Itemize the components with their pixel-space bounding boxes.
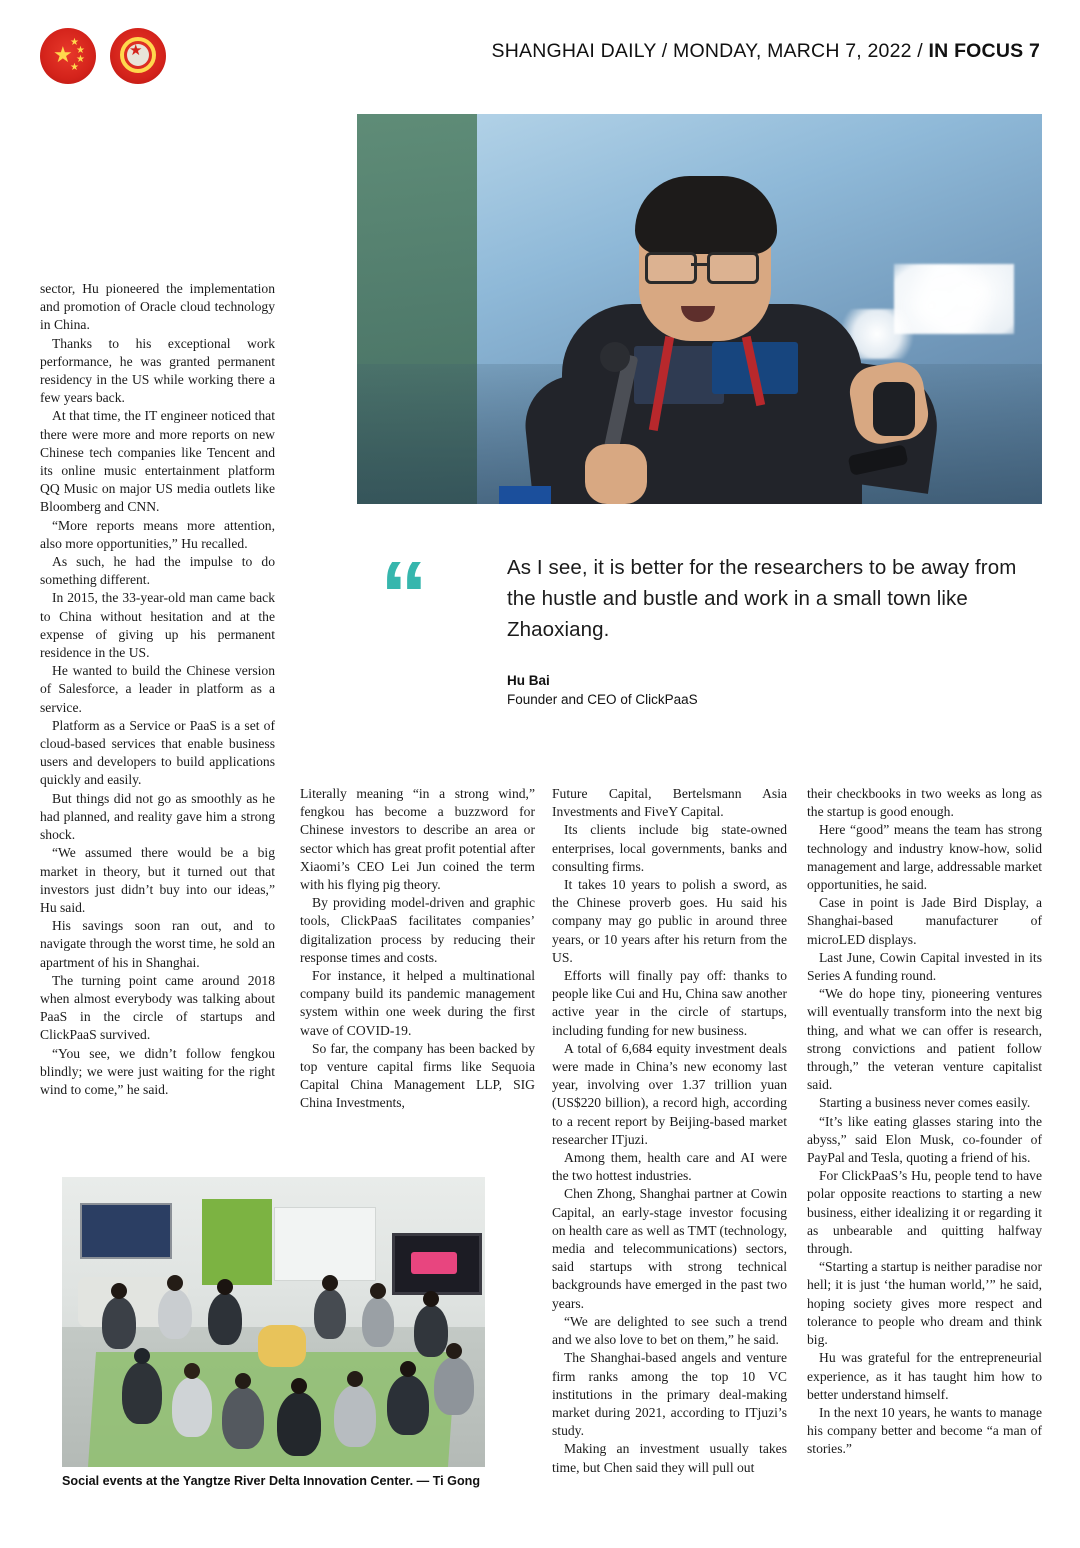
paragraph: “We assumed there would be a big market in theory, but it turned out that investors just didn’t buy into our ideas,” Hu said. — [40, 845, 275, 915]
person — [314, 1289, 346, 1339]
paragraph: Hu was grateful for the entrepreneurial experience, as it has taught him how to better understand himself. — [807, 1350, 1042, 1402]
quote-mark-icon: “ — [380, 542, 428, 649]
person — [158, 1289, 192, 1339]
paragraph: Thanks to his exceptional work performance, he was granted permanent residency in the US while working there a few years back. — [40, 335, 275, 406]
speaker-glasses-left — [645, 252, 697, 284]
paragraph: Its clients include big state-owned enterprises, local governments, banks and consulting firms. — [552, 822, 787, 874]
person — [334, 1385, 376, 1447]
paragraph: “You see, we didn’t follow fengkou blindly; we were just waiting for the right wind to come,” he said. — [40, 1045, 275, 1097]
pull-quote — [380, 542, 1040, 709]
tv-logo — [411, 1252, 457, 1274]
person — [102, 1297, 136, 1349]
masthead-date: MONDAY, MARCH 7, 2022 — [673, 40, 912, 62]
tv-display — [392, 1233, 482, 1295]
cppcc-emblem-icon: ★ — [110, 28, 166, 84]
masthead-publication: SHANGHAI DAILY — [491, 40, 657, 62]
article-column-4 — [807, 785, 1042, 1459]
presentation-clicker — [873, 382, 915, 436]
paragraph: In the next 10 years, he wants to manage his company better and become “a man of stories.” — [807, 1404, 1042, 1457]
paragraph: Among them, health care and AI were the two hottest industries. — [552, 1150, 787, 1184]
speaker-hand-left — [585, 444, 647, 504]
person — [208, 1293, 242, 1345]
paragraph: “We are delighted to see such a trend and we also love to bet on them,” he said. — [552, 1313, 787, 1348]
article-column-2 — [300, 785, 535, 1113]
microphone-head — [600, 342, 630, 372]
paragraph: “Starting a startup is neither paradise nor hell; it is just ‘the human world,’” he said, hoping society gives more respect and tolerance to people who dream and think big. — [807, 1259, 1042, 1348]
paragraph: Future Capital, Bertelsmann Asia Investments and FiveY Capital. — [552, 786, 787, 820]
paragraph: Starting a business never comes easily. — [819, 1095, 1031, 1111]
masthead-page-number: 7 — [1028, 40, 1040, 62]
pull-quote-attribution — [507, 671, 1040, 709]
masthead — [40, 28, 1040, 90]
wall-screen — [80, 1203, 172, 1259]
paragraph: “It’s like eating glasses staring into the abyss,” said Elon Musk, co-founder of PayPal and Tesla, quoting a friend of his. — [807, 1113, 1042, 1166]
paragraph: Efforts will finally pay off: thanks to people like Cui and Hu, China saw another active year in the circle of startups, including funding for new business. — [552, 968, 787, 1038]
paragraph: Case in point is Jade Bird Display, a Shanghai-based manufacturer of microLED displays. — [807, 895, 1042, 947]
masthead-emblems — [40, 28, 166, 84]
pull-quote-name: Hu Bai — [507, 673, 550, 688]
paragraph: So far, the company has been backed by top venture capital firms like Sequoia Capital China Management LLP, SIG China Investments, — [300, 1040, 535, 1111]
person — [362, 1297, 394, 1347]
person — [222, 1387, 264, 1449]
paragraph: their checkbooks in two weeks as long as the startup is good enough. — [807, 786, 1042, 820]
paragraph: For ClickPaaS’s Hu, people tend to have polar opposite reactions to starting a new business, either idealizing it or regarding it as unbearable and quitting halfway through. — [807, 1168, 1042, 1257]
person — [387, 1375, 429, 1435]
paragraph: But things did not go as smoothly as he had planned, and reality gave him a strong shock. — [40, 790, 275, 843]
person — [122, 1362, 162, 1424]
pull-quote-role: Founder and CEO of ClickPaaS — [507, 692, 698, 707]
paragraph: “We do hope tiny, pioneering ventures will eventually transform into the next big thing, and what we can offer is research, strong convictions and patient follow through,” the veteran venture capitalist said. — [807, 986, 1042, 1093]
photo-caption: Social events at the Yangtze River Delta Innovation Center. — Ti Gong — [62, 1474, 481, 1488]
paragraph: As such, he had the impulse to do something different. — [40, 554, 275, 588]
speaker-hair — [635, 176, 777, 254]
paragraph: The turning point came around 2018 when almost everybody was talking about PaaS in the circle of startups and ClickPaaS survived. — [40, 972, 275, 1043]
china-national-emblem-icon: ★ ★ ★ ★ ★ — [40, 28, 96, 84]
paragraph: In 2015, the 33-year-old man came back to China without hesitation and at the expense of giving up his permanent residence in the US. — [40, 590, 275, 661]
paragraph: It takes 10 years to polish a sword, as the Chinese proverb goes. Hu said his company may go public in around three years, or 10 years after his return from the US. — [552, 877, 787, 965]
article-column-3 — [552, 785, 787, 1477]
masthead-sep-1: / — [656, 40, 674, 62]
green-wall-panel — [202, 1199, 272, 1285]
article-column-1 — [40, 280, 275, 1099]
speaker-badge-lower — [499, 486, 551, 504]
speaker-glasses-bridge — [691, 263, 707, 266]
person — [414, 1305, 448, 1357]
person — [277, 1392, 321, 1456]
paragraph: Last June, Cowin Capital invested in its Series A funding round. — [807, 949, 1042, 984]
paragraph: Literally meaning “in a strong wind,” fengkou has become a buzzword for Chinese investors to describe an area or sector which has great profit potential after Xiaomi’s CEO Lei Jun coined the term with his flying pig theory. — [300, 786, 535, 893]
paragraph: Platform as a Service or PaaS is a set of cloud-based services that enable business users and developers to build applications quickly and easily. — [40, 717, 275, 788]
person — [172, 1377, 212, 1437]
speaker-glasses-right — [707, 252, 759, 284]
whiteboard — [274, 1207, 376, 1281]
yellow-pouf — [258, 1325, 306, 1367]
person — [434, 1357, 474, 1415]
paragraph: Here “good” means the team has strong technology and industry know-how, solid management and large, addressable market opportunities, he said. — [807, 822, 1042, 893]
paragraph: At that time, the IT engineer noticed that there were more and more reports on new Chinese tech companies like Tencent and its online music entertainment platform QQ Music on major US media outlets like Bloomberg and CNN. — [40, 408, 275, 515]
paragraph: His savings soon ran out, and to navigate through the worst time, he sold an apartment of his in Shanghai. — [40, 918, 275, 970]
paragraph: sector, Hu pioneered the implementation and promotion of Oracle cloud technology in China. — [40, 281, 275, 333]
paragraph: By providing model-driven and graphic tools, ClickPaaS facilitates companies’ digitalization process by reducing their response times and costs. — [300, 895, 535, 965]
paragraph: For instance, it helped a multinational company build its pandemic management system within one week during the first wave of COVID-19. — [300, 968, 535, 1038]
pull-quote-text: As I see, it is better for the researchers to be away from the hustle and bustle and work in a small town like Zhaoxiang. — [507, 556, 1017, 641]
paragraph: He wanted to build the Chinese version of Salesforce, a leader in platform as a service. — [40, 663, 275, 715]
masthead-sep-2: / — [911, 40, 929, 62]
masthead-title — [492, 40, 1040, 63]
paragraph: Making an investment usually takes time, but Chen said they will pull out — [552, 1441, 787, 1475]
masthead-section: IN FOCUS — [928, 40, 1024, 62]
paragraph: “More reports means more attention, also more opportunities,” Hu recalled. — [40, 517, 275, 551]
paragraph: Chen Zhong, Shanghai partner at Cowin Capital, an early-stage investor focusing on health care as well as TMT (technology, media and telecommunications) sectors, said startups with strong technical backgrounds have emerged in the past two years. — [552, 1186, 787, 1311]
paragraph: The Shanghai-based angels and venture firm ranks among the top 10 VC institutions in the primary deal-making market during 2021, according to ITjuzi’s study. — [552, 1350, 787, 1439]
speaker-badge — [634, 346, 724, 404]
secondary-photo — [62, 1177, 485, 1467]
hero-photo — [357, 114, 1042, 504]
paragraph: A total of 6,684 equity investment deals were made in China’s new economy last year, involving over 1.37 trillion yuan (US$220 billion), a record high, according to a recent report by Beijing-based market researcher ITjuzi. — [552, 1040, 787, 1147]
